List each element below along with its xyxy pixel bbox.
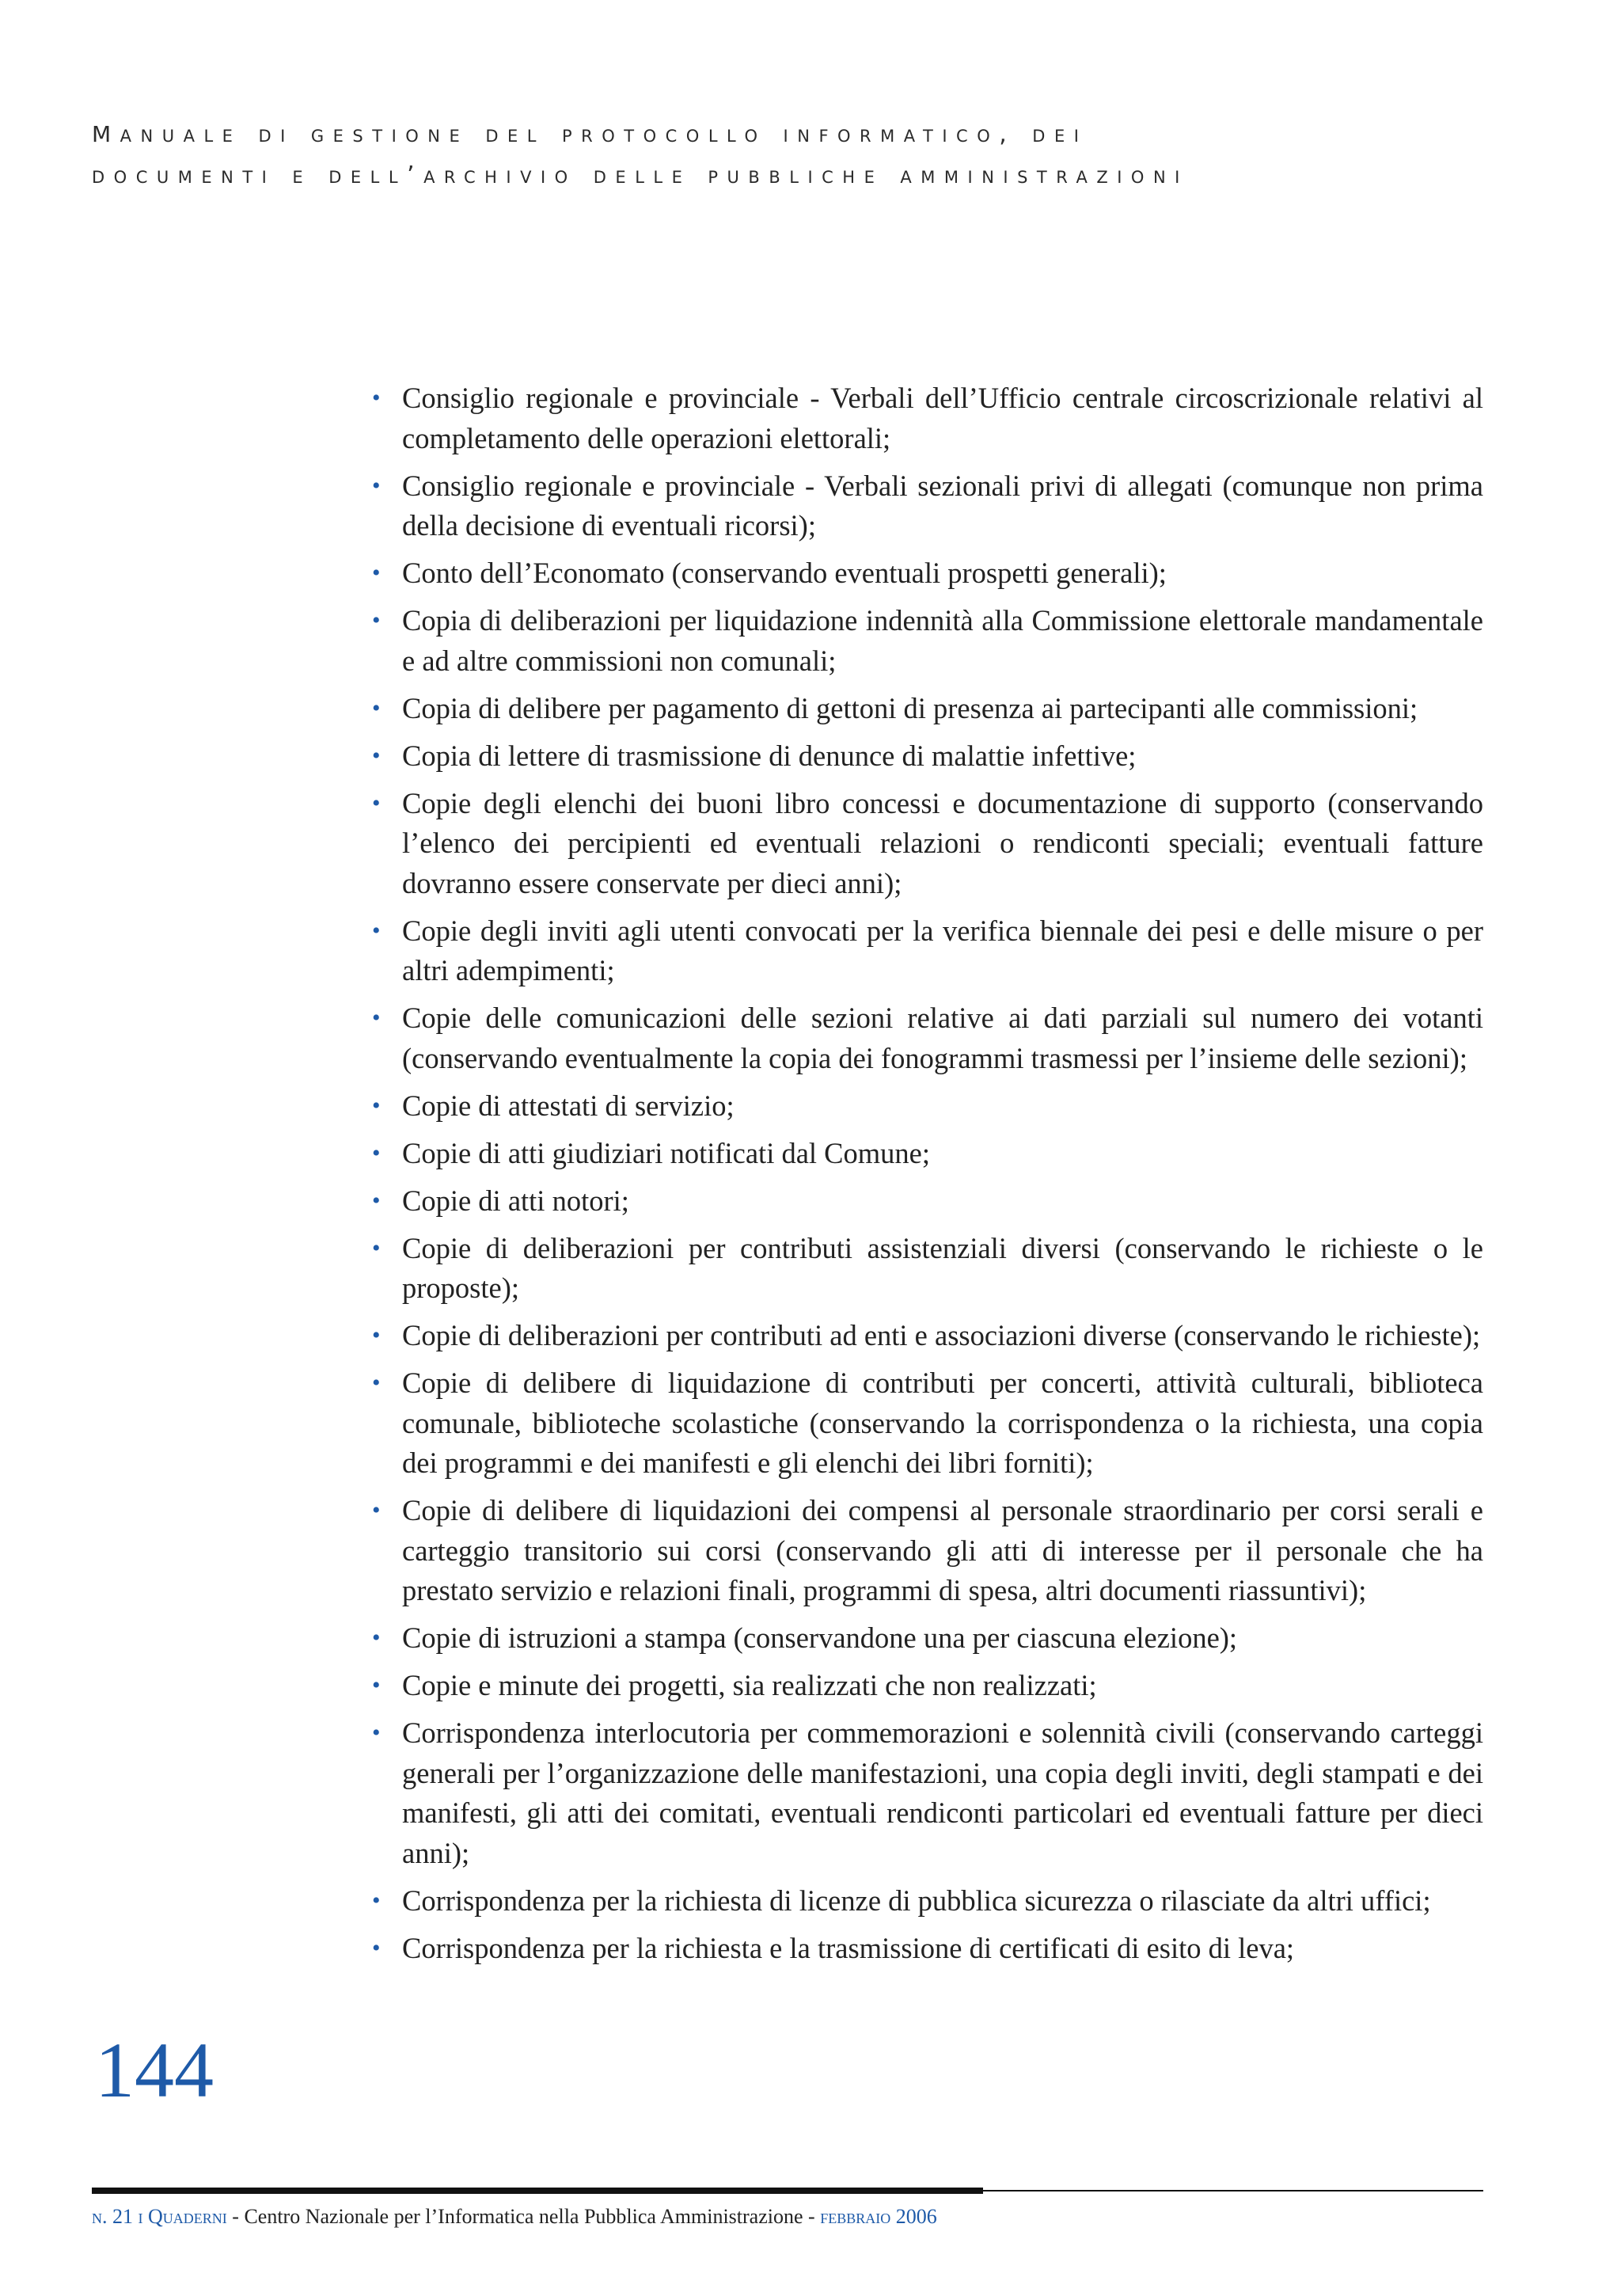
list-item bbox=[372, 466, 1483, 546]
bullet-icon: • bbox=[372, 1322, 381, 1348]
bullet-icon: • bbox=[372, 607, 381, 633]
list-item-text: Copie di atti giudiziari notificati dal Comune; bbox=[402, 1136, 930, 1169]
bullet-icon: • bbox=[372, 1934, 381, 1961]
footer-separator: - bbox=[226, 2205, 245, 2228]
list-item-text: Corrispondenza per la richiesta e la trasmissione di certificati di esito di leva; bbox=[402, 1931, 1295, 1964]
list-item-text: Copie di delibere di liquidazione di contributi per concerti, attività culturali, biblioteca comunale, biblioteche scolastiche (conservando la corrispondenza o la richiesta, una copia dei programmi e dei manifesti e gli elenchi dei libri forniti); bbox=[402, 1367, 1483, 1479]
list-item-text: Copie e minute dei progetti, sia realizzati che non realizzati; bbox=[402, 1669, 1097, 1701]
bullet-icon: • bbox=[372, 1139, 381, 1166]
bullet-list bbox=[372, 378, 1483, 1976]
running-header-line-1: manuale di gestione del protocollo informatico, dei bbox=[92, 113, 1088, 150]
list-item-text: Copie di atti notori; bbox=[402, 1184, 629, 1217]
list-item bbox=[372, 601, 1483, 681]
bullet-icon: • bbox=[372, 1625, 381, 1651]
list-item-text: Copia di deliberazioni per liquidazione indennità alla Commissione elettorale mandamentale e ad altre commissioni non comunali; bbox=[402, 604, 1483, 677]
list-item-text: Copie degli inviti agli utenti convocati per la verifica biennale dei pesi e delle misure o per altri adempimenti; bbox=[402, 914, 1483, 986]
footer-rule-thin bbox=[983, 2190, 1483, 2191]
footer-separator: - bbox=[803, 2205, 821, 2228]
bullet-icon: • bbox=[372, 917, 381, 944]
bullet-icon: • bbox=[372, 1497, 381, 1523]
footer bbox=[92, 2201, 937, 2233]
list-item-text: Copie di istruzioni a stampa (conservandone una per ciascuna elezione); bbox=[402, 1621, 1238, 1654]
list-item bbox=[372, 784, 1483, 904]
list-item-text: Copie di deliberazioni per contributi ad enti e associazioni diverse (conservando le richieste); bbox=[402, 1319, 1481, 1351]
list-item-text: Corrispondenza per la richiesta di licenze di pubblica sicurezza o rilasciate da altri uffici; bbox=[402, 1884, 1431, 1917]
list-item bbox=[372, 689, 1483, 729]
bullet-icon: • bbox=[372, 1092, 381, 1119]
footer-date: febbraio 2006 bbox=[820, 2205, 937, 2228]
footer-publisher: Centro Nazionale per l’Informatica nella Pubblica Amministrazione bbox=[244, 2205, 803, 2228]
bullet-icon: • bbox=[372, 1187, 381, 1214]
footer-rule-thick bbox=[92, 2188, 983, 2194]
list-item-text: Corrispondenza interlocutoria per commemorazioni e solennità civili (conservando carteggi generali per l’organizzazione delle manifestazioni, una copia degli inviti, degli stampati e dei manifesti, gli atti dei comitati, eventuali rendiconti particolari ed eventuali fatture per dieci anni); bbox=[402, 1716, 1483, 1869]
bullet-icon: • bbox=[372, 1370, 381, 1396]
bullet-icon: • bbox=[372, 1720, 381, 1746]
list-item-text: Consiglio regionale e provinciale - Verbali sezionali privi di allegati (comunque non prima della decisione di eventuali ricorsi); bbox=[402, 469, 1483, 542]
list-item bbox=[372, 553, 1483, 594]
bullet-icon: • bbox=[372, 1005, 381, 1031]
bullet-icon: • bbox=[372, 560, 381, 586]
list-item bbox=[372, 1618, 1483, 1659]
list-item bbox=[372, 1229, 1483, 1309]
bullet-icon: • bbox=[372, 694, 381, 721]
page-number: 144 bbox=[95, 2026, 214, 2114]
list-item bbox=[372, 998, 1483, 1078]
list-item bbox=[372, 736, 1483, 777]
bullet-icon: • bbox=[372, 385, 381, 411]
footer-issue: n. 21 i Quaderni bbox=[92, 2205, 227, 2228]
bullet-icon: • bbox=[372, 1887, 381, 1914]
list-item bbox=[372, 1316, 1483, 1356]
list-item bbox=[372, 1134, 1483, 1174]
list-item bbox=[372, 1881, 1483, 1922]
list-item bbox=[372, 1929, 1483, 1969]
list-item-text: Copia di delibere per pagamento di gettoni di presenza ai partecipanti alle commissioni; bbox=[402, 691, 1418, 724]
list-item bbox=[372, 1363, 1483, 1484]
list-item-text: Copie di deliberazioni per contributi assistenziali diversi (conservando le richieste o le proposte); bbox=[402, 1231, 1483, 1304]
bullet-icon: • bbox=[372, 789, 381, 816]
running-header bbox=[92, 111, 1517, 196]
list-item-text: Conto dell’Economato (conservando eventuali prospetti generali); bbox=[402, 557, 1167, 589]
running-header-line-2: documenti e dell’archivio delle pubbliche amministrazioni bbox=[92, 162, 1189, 189]
list-item-text: Consiglio regionale e provinciale - Verbali dell’Ufficio centrale circoscrizionale relativi al completamento delle operazioni elettorali; bbox=[402, 382, 1483, 454]
list-item bbox=[372, 1491, 1483, 1611]
list-item bbox=[372, 911, 1483, 991]
list-item bbox=[372, 1666, 1483, 1706]
bullet-icon: • bbox=[372, 1672, 381, 1698]
bullet-icon: • bbox=[372, 472, 381, 499]
list-item bbox=[372, 1086, 1483, 1127]
list-item bbox=[372, 1713, 1483, 1873]
list-item bbox=[372, 1181, 1483, 1222]
list-item-text: Copie delle comunicazioni delle sezioni relative ai dati parziali sul numero dei votanti (conservando eventualmente la copia dei fonogrammi trasmessi per l’insieme delle sezioni); bbox=[402, 1002, 1483, 1074]
list-item bbox=[372, 378, 1483, 458]
list-item-text: Copie di attestati di servizio; bbox=[402, 1089, 735, 1122]
list-item-text: Copie di delibere di liquidazioni dei compensi al personale straordinario per corsi serali e carteggio transitorio sui corsi (conservando gli atti di interesse per il personale che ha prestato servizio e relazioni finali, programmi di spesa, altri documenti riassuntivi); bbox=[402, 1494, 1483, 1606]
list-item-text: Copia di lettere di trasmissione di denunce di malattie infettive; bbox=[402, 739, 1137, 772]
list-item-text: Copie degli elenchi dei buoni libro concessi e documentazione di supporto (conservando l’elenco dei percipienti ed eventuali relazioni o rendiconti speciali; eventuali fatture dovranno essere conservate per dieci anni); bbox=[402, 786, 1483, 899]
bullet-icon: • bbox=[372, 1234, 381, 1261]
bullet-icon: • bbox=[372, 742, 381, 769]
